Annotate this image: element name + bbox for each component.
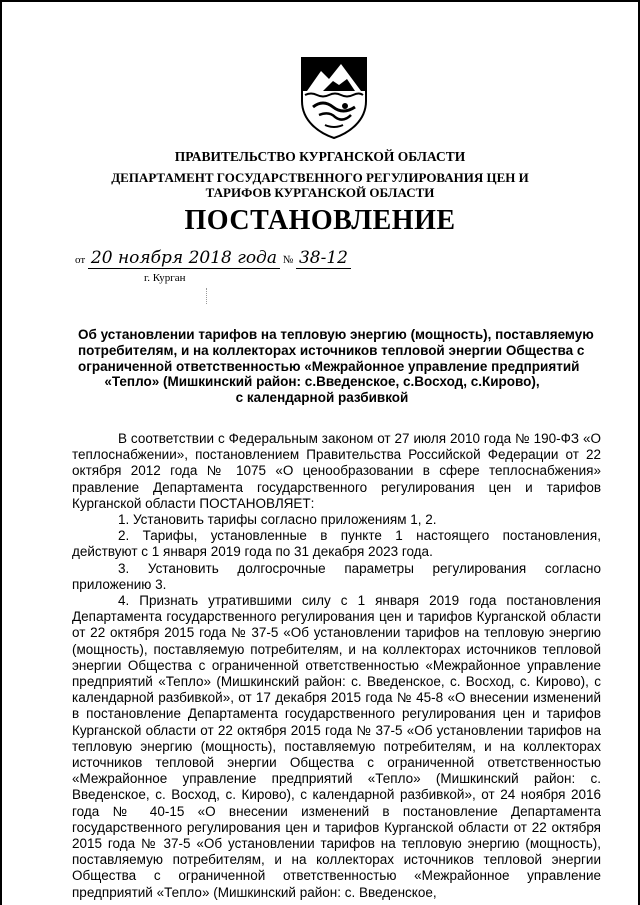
handwritten-date: 20 ноября 2018 года [88, 248, 280, 269]
scan-border-left [0, 0, 2, 905]
number-prefix: № [282, 254, 294, 266]
item-1-paragraph: 1. Установить тарифы согласно приложениям 1, 2. [118, 512, 437, 528]
subject-line: потребителям, и на коллекторах источников тепловой энергии Общества с [78, 342, 585, 358]
date-prefix: от [75, 254, 86, 266]
city-name: г. Курган [144, 272, 186, 284]
item-4-paragraph: 4. Признать утратившими силу с 1 января 2019 года постановления Департамента государственного регулирования цен и тарифов Курганской области от 22 октября 2015 года № 37-5 «Об установлении тарифов на тепловую энергию (мощность), поставляемую потребителям, и на коллекторах источников тепловой энергии Общества с ограниченной ответственностью «Межрайонное управление предприятий «Тепло» (Мишкинский район: с. Введенское, с. Восход, с. Кирово), с календарной разбивкой», от 17 декабря 2015 года № 45-8 «О внесении изменений в постановление Департамента государственного регулирования цен и тарифов Курганской области от 22 октября 2015 года № 37-5 «Об установлении тарифов на тепловую энергию (мощность), поставляемую потребителям, и на коллекторах источников тепловой энергии Общества с ограниченной ответственностью «Межрайонное управление предприятий «Тепло» (Мишкинский район: с. Введенское, с. Восход, с. Кирово), с календарной разбивкой», от 24 ноября 2016 года № 40-15 «О внесении изменений в постановление Департамента государственного регулирования цен и тарифов Курганской области от 22 октября 2015 года № 37-5 «Об установлении тарифов на тепловую энергию (мощность), поставляемую потребителям, и на коллекторах источников тепловой энергии Общества с ограниченной ответственностью «Межрайонное управление предприятий «Тепло» (Мишкинский район: с. Введенское, [72, 593, 601, 900]
coat-of-arms-emblem [299, 55, 369, 139]
subject-line: ограниченной ответственностью «Межрайонное управление предприятий [78, 358, 580, 374]
subject-line: Об установлении тарифов на тепловую энергию (мощность), поставляемую [78, 327, 594, 342]
document-subject [78, 327, 594, 406]
scan-artifact-mark [206, 288, 209, 304]
subject-line: с календарной разбивкой [235, 390, 409, 406]
government-name: ПРАВИТЕЛЬСТВО КУРГАНСКОЙ ОБЛАСТИ [174, 149, 466, 164]
handwritten-number: 38-12 [296, 248, 351, 269]
item-2-paragraph: 2. Тарифы, установленные в пункте 1 настоящего постановления, действуют с 1 января 2019 года по 31 декабря 2023 года. [72, 528, 601, 560]
subject-line: «Тепло» (Мишкинский район: с.Введенское, с.Восход, с.Кирово), [104, 374, 540, 390]
document-type-title: ПОСТАНОВЛЕНИЕ [184, 205, 456, 236]
document-body [72, 431, 601, 901]
item-3-paragraph: 3. Установить долгосрочные параметры регулирования согласно приложению 3. [72, 560, 601, 592]
date-number-line [75, 248, 351, 268]
preamble-paragraph: В соответствии с Федеральным законом от 27 июля 2010 года № 190-ФЗ «О теплоснабжении», постановлением Правительства Российской Федерации от 22 октября 2012 года № 1075 «О ценообразовании в сфере теплоснабжения» правление Департамента государственного регулирования цен и тарифов Курганской области ПОСТАНОВЛЯЕТ: [72, 431, 601, 511]
scan-border-top [0, 0, 640, 2]
department-name: ДЕПАРТАМЕНТ ГОСУДАРСТВЕННОГО РЕГУЛИРОВАНИЯ ЦЕН И ТАРИФОВ КУРГАНСКОЙ ОБЛАСТИ [111, 170, 529, 200]
